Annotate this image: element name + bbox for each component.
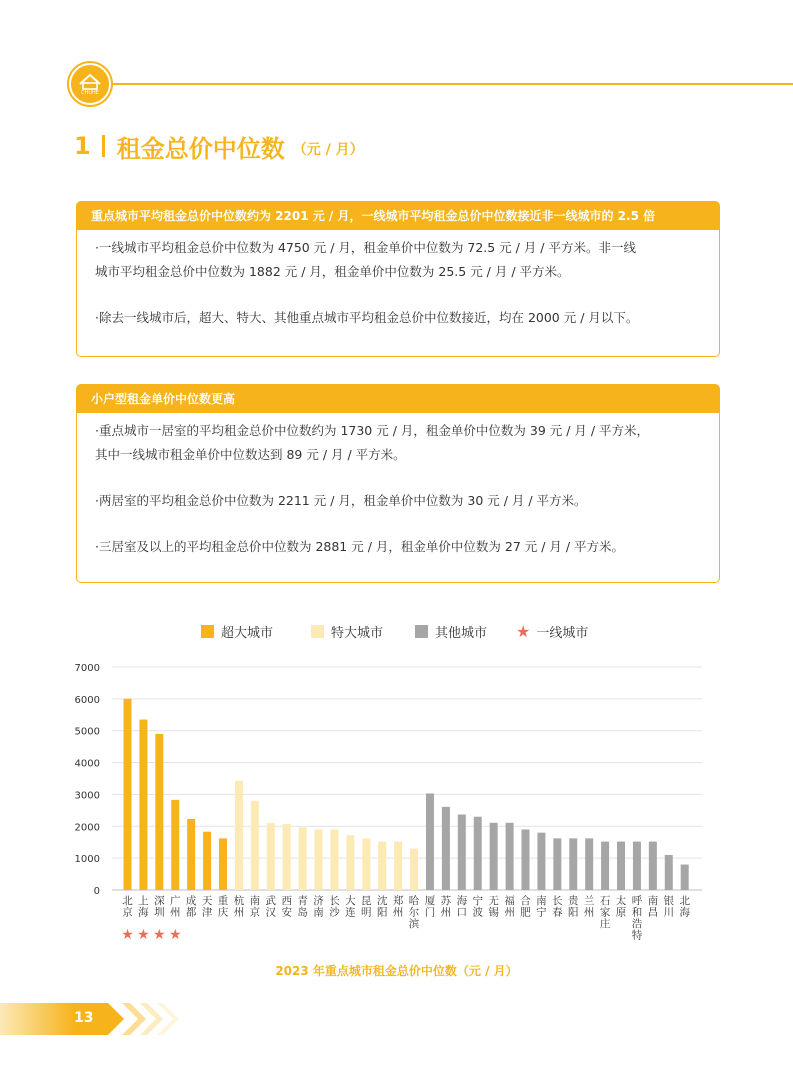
bar-合肥 [522,829,530,890]
bar-无锡 [490,823,498,890]
x-tick-label: 特 [631,929,643,942]
section-title-text: 租金总价中位数 [116,134,285,163]
x-tick-label: 明 [361,906,372,919]
tier1-star-icon: ★ [137,927,150,943]
bar-兰州 [585,838,593,890]
y-tick-label: 5000 [74,726,100,738]
x-tick-label: 南 [647,895,659,907]
x-tick-label: 广 [170,895,181,907]
x-tick-label: 门 [424,906,436,919]
x-tick-label: 北 [679,895,690,907]
x-tick-label: 宁 [472,895,483,907]
bullet-line: ·三居室及以上的平均租金总价中位数为 2881 元 / 月，租金单价中位数为 27 元 / 月 / 平方米。 [95,539,625,554]
x-tick-label: 原 [615,906,627,919]
tier1-star-icon: ★ [121,927,134,943]
bar-哈尔滨 [410,849,418,890]
bar-北海 [681,865,689,890]
legend-swatch [311,625,324,638]
x-tick-label: 太 [615,895,627,907]
box-body [77,413,719,559]
x-tick-label: 海 [138,906,149,919]
x-tick-label: 州 [392,906,404,919]
x-tick-label: 岛 [297,906,308,919]
summary-box-room-type [76,384,720,583]
bar-宁波 [474,817,482,890]
x-tick-label: 西 [281,895,292,907]
x-tick-label: 州 [504,906,515,919]
logo-text: CHUHE [81,90,99,96]
x-tick-label: 州 [440,906,452,919]
bullet-line: ·两居室的平均租金总价中位数为 2211 元 / 月，租金单价中位数为 30 元 / 月 / 平方米。 [95,493,587,508]
x-tick-label: 京 [122,906,133,919]
page-number: 13 [74,1010,94,1026]
bar-深圳 [155,734,163,890]
legend-item-large-city [311,622,383,641]
x-tick-label: 济 [313,895,324,907]
x-tick-label: 庆 [217,906,229,919]
x-tick-label: 重 [217,895,229,907]
bar-济南 [315,829,323,890]
x-tick-label: 津 [201,906,213,919]
title-divider [102,135,105,157]
bar-长春 [553,838,561,890]
bar-苏州 [442,807,450,890]
y-tick-label: 7000 [74,663,100,674]
x-tick-label: 合 [520,895,531,907]
chart-legend [0,622,793,642]
bullet-line: ·除去一线城市后，超大、特大、其他重点城市平均租金总价中位数接近，均在 2000 元 / 月以下。 [95,310,639,325]
star-icon: ★ [516,622,531,641]
bar-成都 [187,819,195,890]
bullet-line: 城市平均租金总价中位数为 1882 元 / 月，租金单价中位数为 25.5 元 / 月 / 平方米。 [95,264,570,279]
bar-上海 [139,720,147,890]
bar-郑州 [394,842,402,890]
x-tick-label: 口 [456,906,468,919]
x-tick-label: 浩 [631,918,643,930]
bar-贵阳 [569,838,577,890]
x-tick-label: 和 [631,906,643,919]
x-tick-label: 都 [185,906,197,919]
x-tick-label: 滨 [408,918,420,930]
bar-大连 [346,835,354,890]
x-tick-label: 肥 [520,906,531,919]
x-tick-label: 兰 [583,895,595,907]
x-tick-label: 春 [552,906,563,919]
x-tick-label: 长 [552,895,563,907]
x-tick-label: 阳 [568,906,579,919]
x-tick-label: 郑 [392,895,404,907]
bar-太原 [617,842,625,890]
x-tick-label: 州 [583,906,595,919]
legend-label: 超大城市 [221,626,274,641]
x-tick-label: 南 [536,895,547,907]
x-tick-label: 贵 [568,895,579,907]
x-tick-label: 银 [663,895,675,907]
y-tick-label: 0 [93,886,100,897]
bar-银川 [665,855,673,890]
bar-长沙 [330,829,338,890]
box-heading: 重点城市平均租金总价中位数约为 2201 元 / 月，一线城市平均租金总价中位数接近非一线城市的 2.5 倍 [77,202,719,230]
x-tick-label: 沙 [329,906,340,919]
x-tick-label: 福 [504,895,515,907]
summary-box-overall [76,201,720,357]
bullet-line: ·一线城市平均租金总价中位数为 4750 元 / 月，租金单价中位数为 72.5 元 / 月 / 平方米。非一线 [95,240,636,255]
legend-item-other-city [415,622,487,641]
bar-杭州 [235,781,243,890]
x-tick-label: 厦 [424,895,436,907]
box-body [77,230,719,330]
chart-title: 2023 年重点城市租金总价中位数（元 / 月） [275,964,518,978]
x-tick-label: 宁 [536,906,547,919]
x-tick-label: 锡 [488,906,499,919]
legend-item-tier1 [516,622,588,641]
y-tick-label: 6000 [74,694,100,706]
section-number: 1 [74,132,91,160]
x-tick-label: 武 [265,895,277,907]
x-tick-label: 州 [233,906,245,919]
x-tick-label: 昆 [361,895,372,907]
x-tick-label: 汉 [265,906,277,919]
x-tick-label: 呼 [631,895,643,907]
y-tick-label: 3000 [74,790,100,802]
bar-南京 [251,801,259,890]
x-tick-label: 海 [679,906,690,919]
bar-石家庄 [601,842,609,890]
x-tick-label: 京 [249,906,261,919]
x-tick-label: 上 [138,895,149,907]
y-tick-label: 2000 [74,822,100,834]
bullet-line: ·重点城市一居室的平均租金总价中位数约为 1730 元 / 月，租金单价中位数为 39 元 / 月 / 平方米， [95,423,650,438]
x-tick-label: 深 [154,895,165,907]
x-tick-label: 青 [297,895,308,907]
x-tick-label: 昌 [647,906,659,919]
bar-广州 [171,800,179,890]
bar-昆明 [362,838,370,890]
bar-青岛 [299,827,307,890]
x-tick-label: 连 [345,906,356,919]
y-tick-label: 1000 [74,854,100,866]
bar-呼和浩特 [633,842,641,890]
x-tick-label: 沈 [376,895,388,907]
legend-swatch [415,625,428,638]
x-tick-label: 北 [122,895,133,907]
x-tick-label: 家 [599,906,611,919]
x-tick-label: 南 [249,895,261,907]
brand-logo [69,63,111,105]
bar-厦门 [426,793,434,890]
header-rule [88,83,793,85]
bar-天津 [203,832,211,890]
house-icon [71,65,109,103]
bar-重庆 [219,838,227,890]
x-tick-label: 圳 [154,906,165,919]
x-tick-label: 天 [201,895,213,907]
legend-label: 特大城市 [331,626,384,641]
x-tick-label: 杭 [233,895,245,907]
bar-南宁 [537,833,545,890]
x-tick-label: 州 [170,906,181,919]
section-title [74,128,364,164]
x-tick-label: 南 [313,906,324,919]
x-tick-label: 石 [599,895,611,907]
rent-bar-chart [0,650,793,955]
x-tick-label: 阳 [376,906,388,919]
x-tick-label: 安 [281,906,292,919]
x-tick-label: 海 [456,895,468,907]
page-tab [0,1003,118,1035]
tier1-star-icon: ★ [153,927,166,943]
bar-北京 [124,699,132,890]
x-tick-label: 无 [488,895,499,907]
legend-swatch [201,625,214,638]
bullet-line: 其中一线城市租金单价中位数达到 89 元 / 月 / 平方米。 [95,447,406,462]
bar-南昌 [649,842,657,890]
x-tick-label: 大 [345,895,356,907]
bar-沈阳 [378,842,386,890]
bar-西安 [283,824,291,890]
x-tick-label: 尔 [408,906,420,919]
x-tick-label: 苏 [440,895,452,907]
y-tick-label: 4000 [74,758,100,770]
x-tick-label: 成 [185,895,197,907]
legend-label: 其他城市 [435,626,488,641]
x-tick-label: 波 [472,906,483,919]
x-tick-label: 长 [329,895,340,907]
tier1-star-icon: ★ [168,927,182,943]
box-heading: 小户型租金单价中位数更高 [77,385,719,413]
legend-label: 一线城市 [536,626,589,641]
section-unit: （元 / 月） [292,142,364,158]
bar-海口 [458,814,466,890]
x-tick-label: 哈 [408,895,420,907]
x-tick-label: 庄 [599,918,611,930]
legend-item-megacity [201,622,273,641]
x-tick-label: 川 [663,906,675,919]
bar-武汉 [267,823,275,890]
bar-福州 [506,823,514,890]
